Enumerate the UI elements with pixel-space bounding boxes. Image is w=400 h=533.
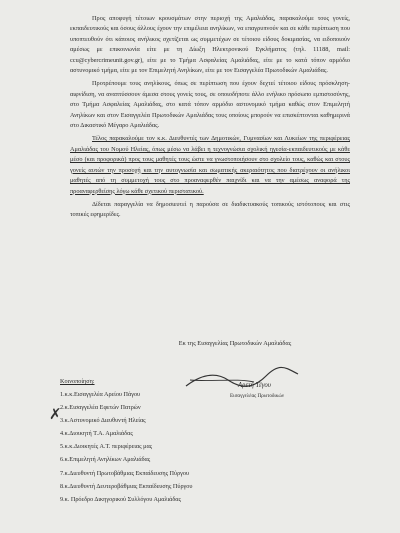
recipient-item: 8.κ.Διευθυντή Δευτεροβάθμιας Εκπαίδευσης Πύργου: [60, 482, 193, 490]
recipients-list: [60, 391, 260, 509]
signature-name: Αρετή Τέγου: [238, 382, 271, 389]
recipient-item: 2.κ.Εισαγγελέα Εφετών Πατρών: [60, 404, 141, 412]
recipients-block: [60, 378, 260, 509]
recipient-item: 4.κ.Διοικητή Τ.Α. Αμαλιάδας: [60, 430, 133, 438]
paragraph-minors: Προτρέπουμε τους ανηλίκους, όπως σε περίπτωση που έχουν δεχτεί τέτοιου είδους πρόσκληση-αιφνίδιση, να αναπτύσσουν άμεσα στους γονείς τους, σε οποιοδήποτε άλλο ενήλικο πρόσωπο εμπιστοσύνης, στο Τμήμα Ασφαλείας Αμαλιάδας, στο κατά τόπον αρμόδιο αστυνομικό τμήμα καθώς στον Επιμελητή Ανηλίκων και στον Εισαγγελέα Πρωτοδικών Αμαλιάδας τους οποίους μπορούν να επισκέπτονται καθημερινά στο Δικαστικό Μέγαρο Αμαλιάδας.: [70, 80, 350, 130]
recipient-item: 6.κ.Επιμελητή Ανηλίκων Αμαλιάδας: [60, 456, 151, 464]
recipient-item: 7.κ.Διευθυντή Πρωτοβάθμιας Εκπαίδευσης Πύργου: [60, 469, 190, 477]
recipient-item: 9.κ. Πρόεδρο Δικηγορικού Συλλόγου Αμαλιάδας: [60, 495, 181, 503]
recipient-item: 1.κ.κ.Εισαγγελέα Αρείου Πάγου: [60, 391, 141, 398]
paragraph-warning: Προς αποφυγή τέτοιων κρουσμάτων στην περιοχή της Αμαλιάδας, παρακαλούμε τους γονείς, εκπαιδευτικούς και όσους άλλους έχουν την επιμέλεια ανηλίκων, να επαγρυπνούν και σε κάθε περίπτωση που υποπτευθούν ότι κάποιος ανήλικος σχετίζεται ως συμμετέχων σε τέτοιου είδους δοκιμασίας, να ειδοποιούν αμέσως με επικοινωνία είτε με τη Δίωξη Ηλεκτρονικού Εγκλήματος (τηλ. 11188, mail: ccu@cybercrimeunit.gov.gr), είτε με το Τμήμα Ασφαλείας Αμαλιάδας, είτε με το κατά τόπον αρμόδιο αστυνομικό τμήμα, είτε με τον Επιμελητή Ανηλίκων, είτε με τον Εισαγγελέα Πρωτοδικών Αμαλιάδας.: [70, 15, 350, 75]
handwritten-mark: ✗: [49, 407, 62, 423]
recipient-item: 3.κ.Αστυνομικό Διευθυντή Ηλείας: [60, 417, 146, 425]
recipients-heading: Κοινοποίηση:: [60, 378, 95, 385]
paragraph-publication: Δίδεται παραγγελία να δημοσιευτεί η παρούσα σε διαδικτυακούς τοπικούς ιστότοπους και στις τοπικές εφημερίδες.: [70, 200, 350, 219]
signoff-line: Εκ της Εισαγγελίας Πρωτοδικών Αμαλιάδας: [178, 340, 292, 347]
document-body: [70, 14, 350, 224]
recipient-item: 5.κ.κ.Διοικητές Α.Τ. περιφέρειας μας: [60, 443, 153, 451]
signature-title: Εισαγγελέας Πρωτοδικών: [230, 393, 285, 399]
paragraph-schools: Τέλος παρακαλούμε τον κ.κ. Διευθυντές των Δημοτικών, Γυμνασίων και Λυκείων της περιφέρειας Αμαλιάδας του Νομού Ηλείας, όπως μέσω να λάβει η τεχνογνώσια σχολική ηγεσία-εκπαιδευτικούς με κάθε μέσο (και προφορικά) προς τους μαθητές τους ώστε να γνωστοποιήσουν στο σχολείο τους, καθώς και στους γονείς αυτών την προσοχή και την αυτογνωσία και σωματικής ακεραιότητος που διατρέχουν οι ανήλικοι μαθητές από τη συμμετοχή τους στο προαναφερθέν παιχνίδι και να την αμέσως αναφορά της προαναφερθείσης λόγω κάθε σχετικού περιστατικού.: [70, 135, 350, 195]
